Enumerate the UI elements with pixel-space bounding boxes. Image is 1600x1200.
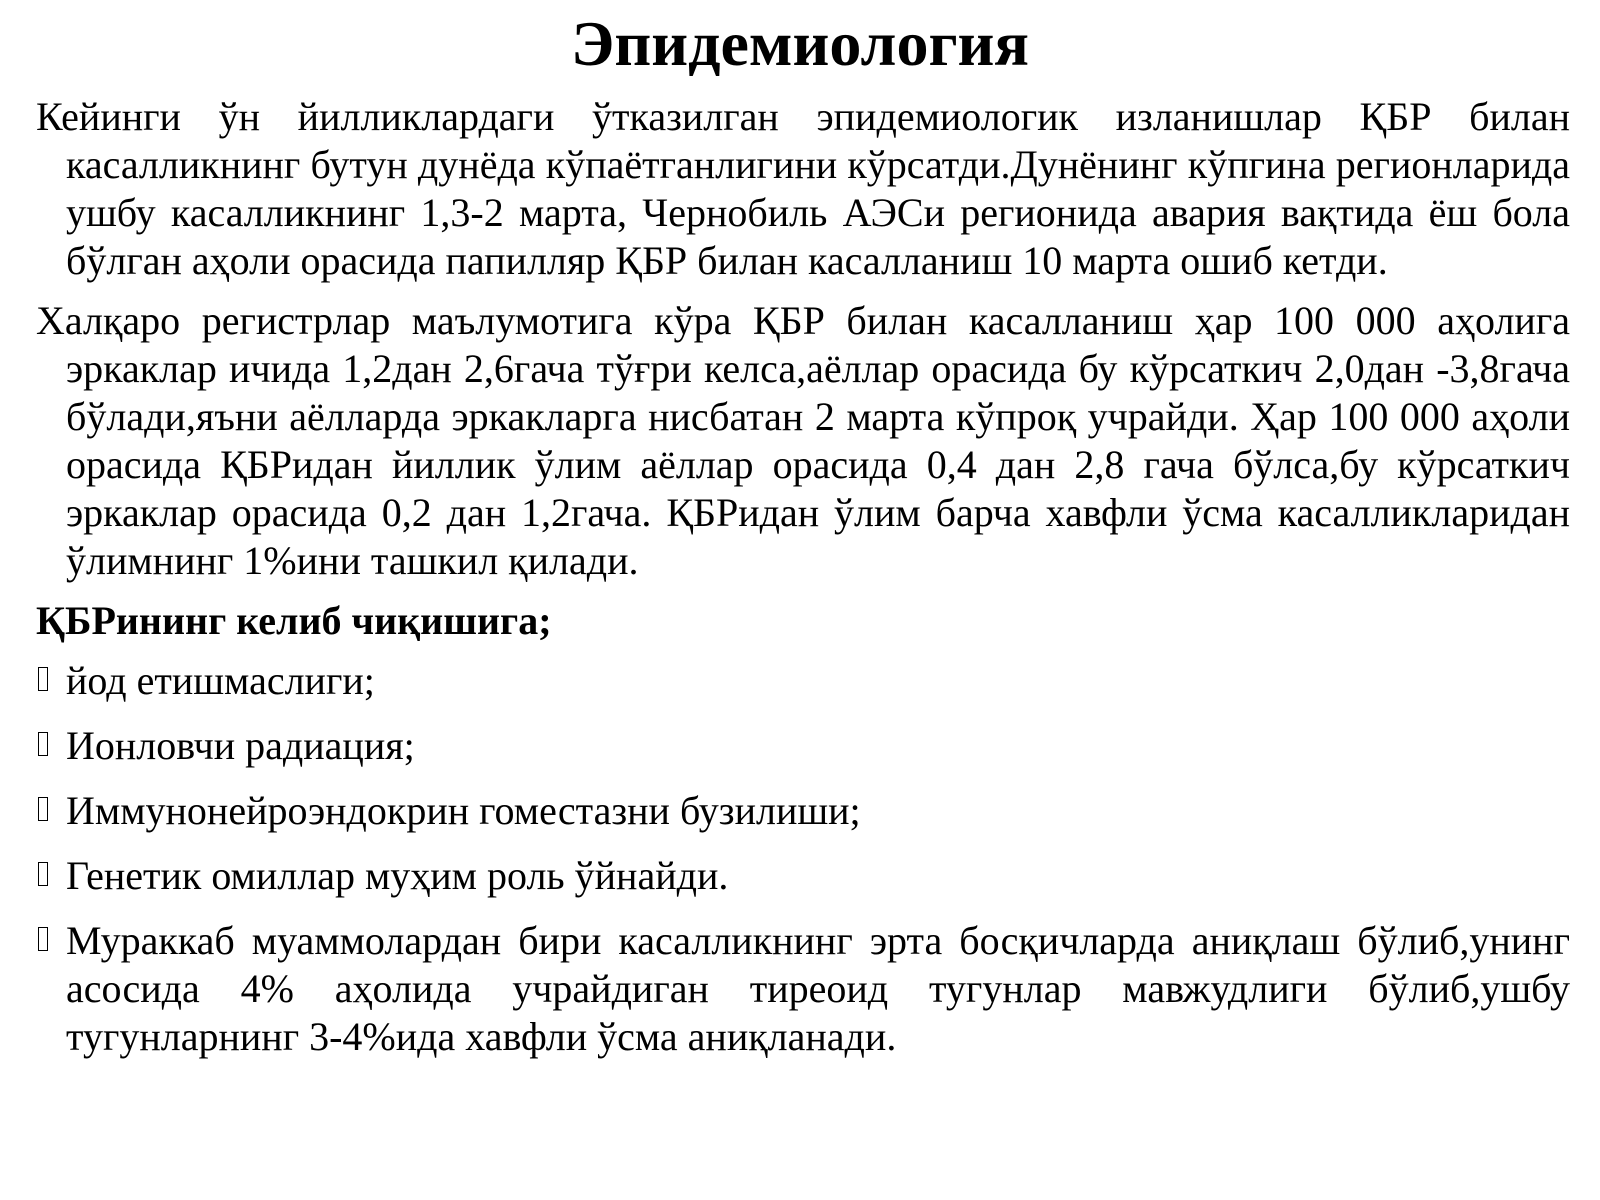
slide-body <box>36 93 1570 1078</box>
causes-heading: ҚБРининг келиб чиқишига; <box>36 598 552 643</box>
paragraph-registry-statistics: Халқаро регистрлар маълумотига кўра ҚБР билан касалланиш ҳар 100 000 аҳолига эркаклар ичида 1,2дан 2,6гача тўғри келса,аёллар орасида бу кўрсаткич 2,0дан -3,8гача бўлади,яъни аёлларда эркакларга нисбатан 2 марта кўпроқ учрайди. Ҳар 100 000 аҳоли орасида ҚБРидан йиллик ўлим аёллар орасида 0,4 дан 2,8 гача бўлса,бу кўрсаткич эркаклар орасида 0,2 дан 1,2гача. ҚБРидан ўлим барча хавфли ўсма касалликларидан ўлимнинг 1%ини ташкил қилади. <box>36 298 1570 583</box>
list-item-text: Мураккаб муаммолардан бири касалликнинг эрта босқичларда аниқлаш бўлиб,унинг асосида 4% аҳолида учрайдиган тиреоид тугунлар мавжудлиги бўлиб,ушбу тугунларнинг 3-4%ида хавфли ўсма аниқланади. <box>66 918 1570 1059</box>
square-bullet-icon <box>38 732 48 756</box>
square-bullet-icon <box>38 797 48 821</box>
square-bullet-icon <box>38 862 48 886</box>
list-item <box>36 722 1570 770</box>
square-bullet-icon <box>38 927 48 951</box>
list-item-text: йод етишмаслиги; <box>66 658 375 703</box>
list-item <box>36 917 1570 1061</box>
paragraph-incidence-growth: Кейинги ўн йилликлардаги ўтказилган эпидемиологик изланишлар ҚБР билан касалликнинг бутун дунёда кўпаётганлигини кўрсатди.Дунёнинг кўпгина регионларида ушбу касалликнинг 1,3-2 марта, Чернобиль АЭСи регионида авария вақтида ёш бола бўлган аҳоли орасида папилляр ҚБР билан касалланиш 10 марта ошиб кетди. <box>36 94 1570 283</box>
list-item <box>36 787 1570 835</box>
list-item <box>36 657 1570 705</box>
page-title: Эпидемиология <box>570 8 1030 79</box>
square-bullet-icon <box>38 667 48 691</box>
list-item <box>36 852 1570 900</box>
list-item-text: Ионловчи радиация; <box>66 723 415 768</box>
causes-list <box>36 657 1570 1061</box>
list-item-text: Иммунонейроэндокрин гоместазни бузилиши; <box>66 788 861 833</box>
list-item-text: Генетик омиллар муҳим роль ўйнайди. <box>66 853 729 898</box>
